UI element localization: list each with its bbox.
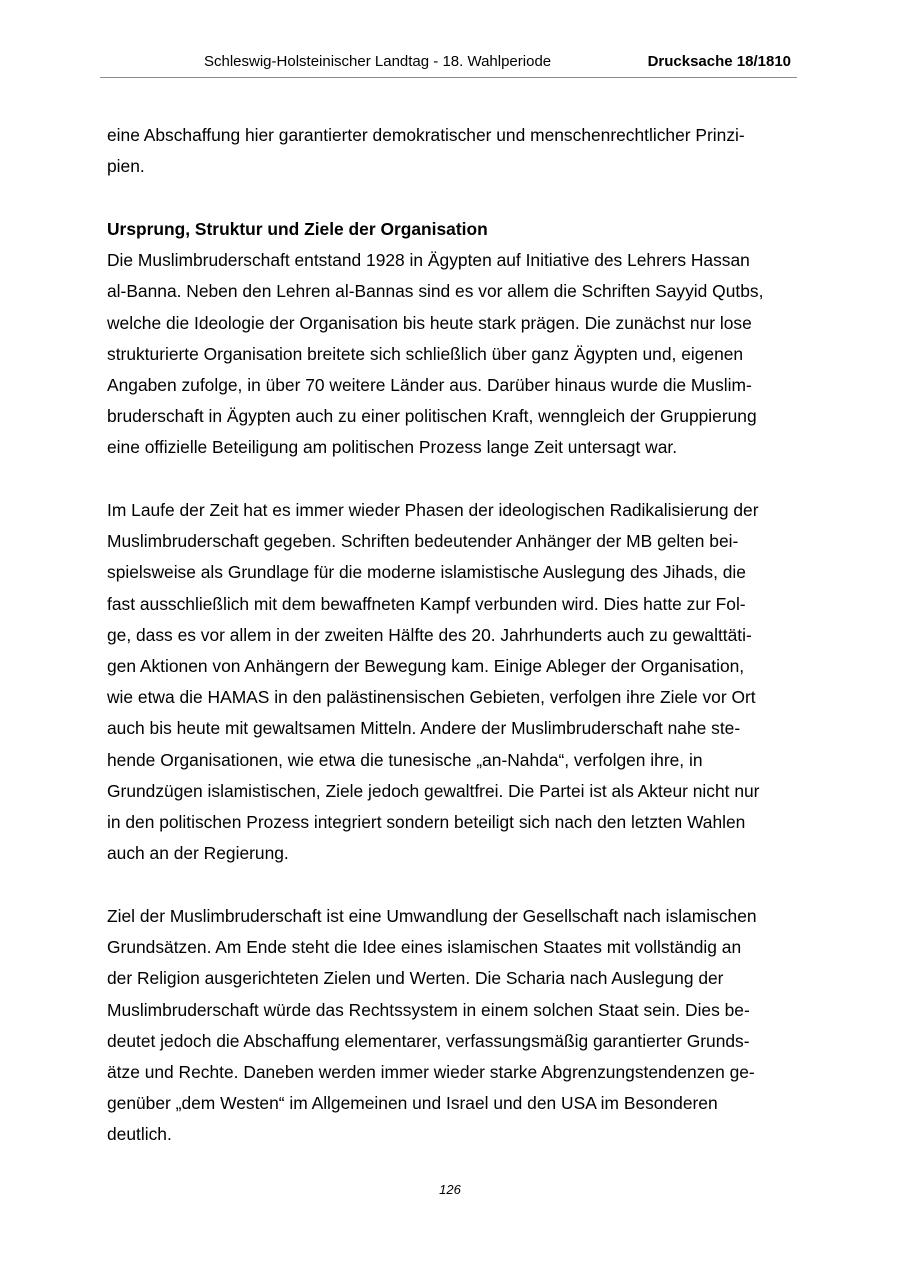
text-line: Die Muslimbruderschaft entstand 1928 in Ägypten auf Initiative des Lehrers Hassan <box>107 250 750 271</box>
text-line: Ziel der Muslimbruderschaft ist eine Umwandlung der Gesellschaft nach islamischen <box>107 906 757 926</box>
text-line: Grundzügen islamistischen, Ziele jedoch gewaltfrei. Die Partei ist als Akteur nicht nur <box>107 780 760 801</box>
paragraph-radicalisation <box>107 495 797 869</box>
text-line: hende Organisationen, wie etwa die tunesische „an-Nahda“, verfolgen ihre, in <box>107 749 703 770</box>
paragraph-goals <box>107 901 797 1151</box>
header-title: Schleswig-Holsteinischer Landtag - 18. Wahlperiode <box>204 53 552 70</box>
section-heading: Ursprung, Struktur und Ziele der Organisation <box>107 219 488 239</box>
text-line: gen Aktionen von Anhängern der Bewegung kam. Einige Ableger der Organisation, <box>107 656 745 677</box>
text-line: eine offizielle Beteiligung am politischen Prozess lange Zeit untersagt war. <box>107 437 678 458</box>
text-line: al-Banna. Neben den Lehren al-Bannas sind es vor allem die Schriften Sayyid Qutbs, <box>107 281 764 302</box>
text-line: deutet jedoch die Abschaffung elementarer, verfassungsmäßig garantierter Grunds- <box>107 1030 750 1051</box>
text-line: der Religion ausgerichteten Zielen und Werten. Die Scharia nach Auslegung der <box>107 968 724 989</box>
text-line: in den politischen Prozess integriert sondern beteiligt sich nach den letzten Wahlen <box>107 812 746 833</box>
text-line: pien. <box>107 156 145 177</box>
text-line: ge, dass es vor allem in der zweiten Hälfte des 20. Jahrhunderts auch zu gewalttäti- <box>107 624 752 645</box>
text-line: strukturierte Organisation breitete sich schließlich über ganz Ägypten und, eigenen <box>107 343 744 364</box>
text-line: genüber „dem Westen“ im Allgemeinen und Israel und den USA im Besonderen <box>107 1093 718 1114</box>
section-origin-structure-goals <box>107 214 797 464</box>
document-number: Drucksache 18/1810 <box>647 53 791 70</box>
text-line: eine Abschaffung hier garantierter demokratischer und menschenrechtlicher Prinzi- <box>107 125 745 145</box>
text-line: bruderschaft in Ägypten auch zu einer politischen Kraft, wenngleich der Gruppierung <box>107 406 757 427</box>
text-line: auch an der Regierung. <box>107 843 289 864</box>
text-line: ätze und Rechte. Daneben werden immer wieder starke Abgrenzungstendenzen ge- <box>107 1062 755 1083</box>
text-line: deutlich. <box>107 1124 172 1145</box>
text-line: welche die Ideologie der Organisation bis heute stark prägen. Die zunächst nur lose <box>107 312 752 333</box>
text-line: Muslimbruderschaft würde das Rechtssystem in einem solchen Staat sein. Dies be- <box>107 999 750 1020</box>
text-line: Im Laufe der Zeit hat es immer wieder Phasen der ideologischen Radikalisierung der <box>107 500 759 520</box>
text-line: Grundsätzen. Am Ende steht die Idee eines islamischen Staates mit vollständig an <box>107 937 742 958</box>
page-header <box>100 50 797 78</box>
page-number: 126 <box>439 1182 461 1197</box>
text-line: spielsweise als Grundlage für die moderne islamistische Auslegung des Jihads, die <box>107 562 746 583</box>
text-line: Muslimbruderschaft gegeben. Schriften bedeutender Anhänger der MB gelten bei- <box>107 531 739 552</box>
text-line: Angaben zufolge, in über 70 weitere Länder aus. Darüber hinaus wurde die Muslim- <box>107 375 752 396</box>
text-line: auch bis heute mit gewaltsamen Mitteln. Andere der Muslimbruderschaft nahe ste- <box>107 718 741 739</box>
text-line: fast ausschließlich mit dem bewaffneten Kampf verbunden wird. Dies hatte zur Fol- <box>107 593 746 614</box>
text-line: wie etwa die HAMAS in den palästinensischen Gebieten, verfolgen ihre Ziele vor Ort <box>107 687 756 708</box>
paragraph-intro-continuation <box>107 120 797 182</box>
